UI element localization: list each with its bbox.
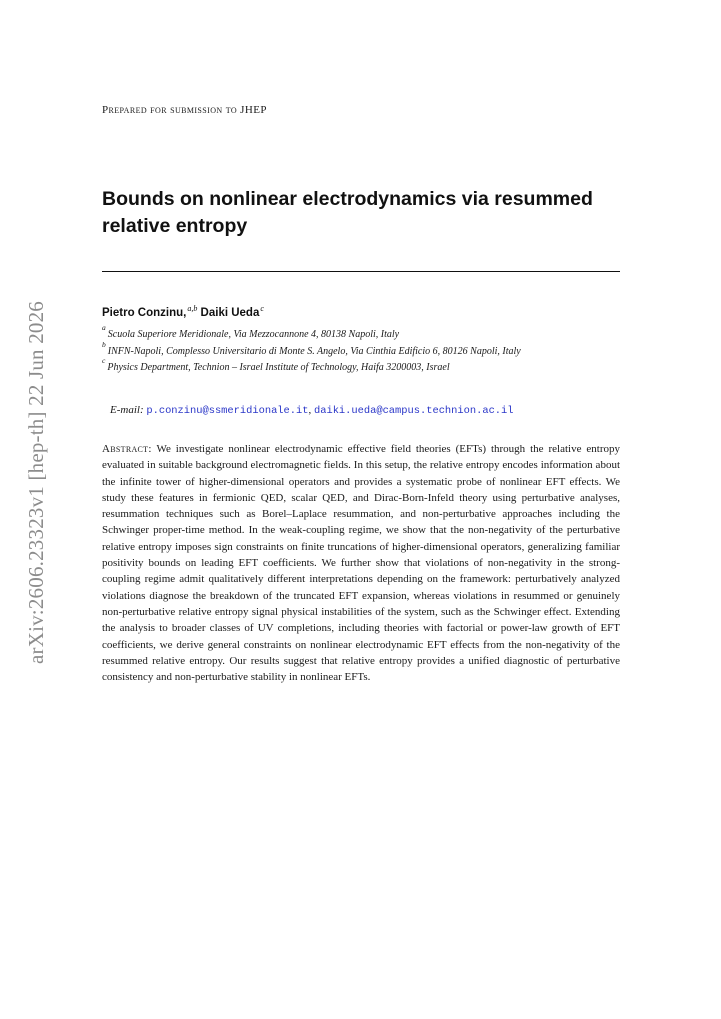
affiliation-mark: b (102, 339, 106, 349)
submission-note: Prepared for submission to JHEP (102, 104, 267, 116)
author-name: Daiki Ueda (200, 307, 260, 319)
arxiv-identifier-stamp (19, 298, 53, 666)
affiliation-item (102, 339, 622, 361)
abstract-label: Abstract: (102, 443, 152, 455)
author-affiliation-mark: c (260, 304, 264, 313)
email-link-conzinu[interactable]: p.conzinu@ssmeridionale.it (146, 405, 309, 417)
arxiv-identifier-text: arXiv:2606.23323v1 [hep-th] 22 Jun 2026 (23, 300, 48, 664)
affiliation-text: Scuola Superiore Meridionale, Via Mezzocannone 4, 80138 Napoli, Italy (107, 329, 400, 340)
affiliation-text: INFN-Napoli, Complesso Universitario di Monte S. Angelo, Via Cinthia Edificio 6, 80126 Napoli, Italy (107, 345, 521, 357)
email-link-ueda[interactable]: daiki.ueda@campus.technion.ac.il (313, 405, 514, 417)
affiliation-list (102, 323, 622, 377)
affiliation-item (102, 356, 622, 377)
email-label: E-mail: (110, 404, 144, 416)
paper-title: Bounds on nonlinear electrodynamics via resummed relative entropy (102, 188, 593, 237)
author-affiliation-mark: a,b (187, 304, 198, 313)
author-name: Pietro Conzinu, (102, 307, 187, 319)
email-separator: , (308, 404, 312, 416)
title-rule (102, 271, 620, 272)
author-list (102, 304, 264, 319)
abstract (102, 441, 620, 685)
affiliation-mark: a (102, 323, 106, 332)
affiliation-text: Physics Department, Technion – Israel Institute of Technology, Haifa 3200003, Israel (107, 362, 450, 374)
abstract-text: We investigate nonlinear electrodynamic effective field theories (EFTs) through the relative entropy evaluated in suitable background electromagnetic fields. In this setup, the relative entropy encodes information about the infinite tower of higher-dimensional operators and provides a systematic probe of nonlinear EFT effects. We study these features in fermionic QED, scalar QED, and Dirac-Born-Infeld theory using perturbative analyses, resummation techniques such as Borel–Laplace resummation, and non-perturbative approaches including the Schwinger proper-time method. In the weak-coupling regime, we show that the non-negativity of the perturbative relative entropy imposes sign constraints on finite truncations of higher-dimensional operators, generalizing familiar positivity bounds on leading EFT coefficients. We further show that violations of non-negativity in the strong-coupling regime admit qualitatively different interpretations depending on the framework: perturbatively analyzed violations diagnose the breakdown of the truncated EFT expansion, whereas violations in resummed or genuinely non-perturbative relative entropy signal physical instabilities of the system, such as the Schwinger effect. Extending the analysis to broader classes of UV completions, including theories with factorial or power-law growth of EFT coefficients, we derive general constraints on nonlinear electrodynamic EFT effects from the non-negativity of the resummed relative entropy. Our results suggest that relative entropy provides a unified diagnostic of perturbative consistency and non-perturbative stability in nonlinear EFTs. (102, 443, 620, 684)
email-line (110, 404, 514, 417)
affiliation-mark: c (102, 356, 106, 366)
affiliation-item (102, 323, 622, 344)
